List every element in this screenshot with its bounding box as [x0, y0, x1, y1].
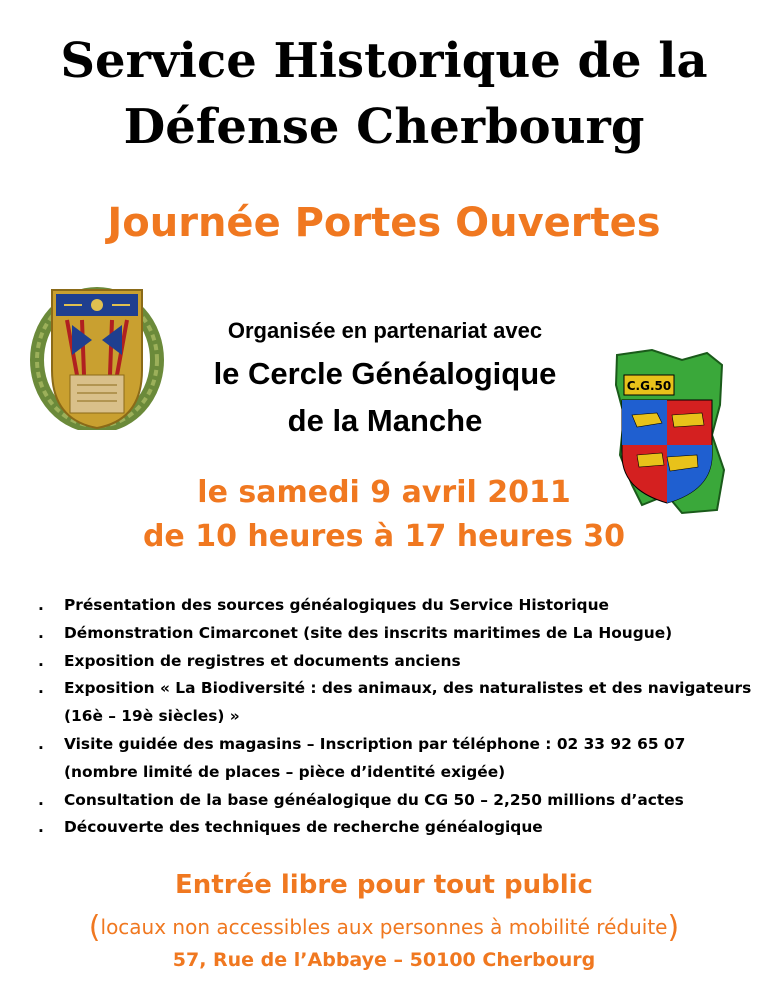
- page-title-line-1: Service Historique de la: [60, 33, 708, 89]
- list-item: . Visite guidée des magasins – Inscription par téléphone : 02 33 92 65 07 (nombre limité de places – pièce d’identité exigée): [38, 734, 686, 781]
- accessibility-notice: (locaux non accessibles aux personnes à mobilité réduite): [88, 910, 680, 945]
- svg-text:C.G.50: C.G.50: [626, 379, 672, 393]
- address: 57, Rue de l’Abbaye – 50100 Cherbourg: [172, 949, 596, 971]
- list-item: . Présentation des sources généalogiques du Service Historique: [38, 596, 609, 614]
- partner-name-line-2: de la Manche: [287, 403, 483, 438]
- partner-name-line-1: le Cercle Généalogique: [213, 356, 557, 391]
- list-item: . Découverte des techniques de recherche généalogique: [38, 818, 543, 837]
- event-hours: de 10 heures à 17 heures 30: [142, 519, 626, 554]
- historical-defense-emblem-icon: [22, 280, 172, 430]
- free-entry-notice: Entrée libre pour tout public: [175, 870, 593, 900]
- page-title-line-2: Défense Cherbourg: [123, 99, 645, 155]
- list-item: . Consultation de la base généalogique du CG 50 – 2,250 millions d’actes: [38, 790, 684, 809]
- program-list: [38, 592, 758, 842]
- list-item: . Exposition « La Biodiversité : des animaux, des naturalistes et des navigateurs (16è – 19è siècles) »: [38, 679, 752, 726]
- event-subtitle: Journée Portes Ouvertes: [107, 200, 661, 246]
- event-date: le samedi 9 avril 2011: [197, 475, 571, 510]
- list-item: . Démonstration Cimarconet (site des inscrits maritimes de La Hougue): [38, 623, 673, 642]
- list-item: . Exposition de registres et documents anciens: [38, 651, 461, 670]
- partner-intro: Organisée en partenariat avec: [227, 318, 543, 343]
